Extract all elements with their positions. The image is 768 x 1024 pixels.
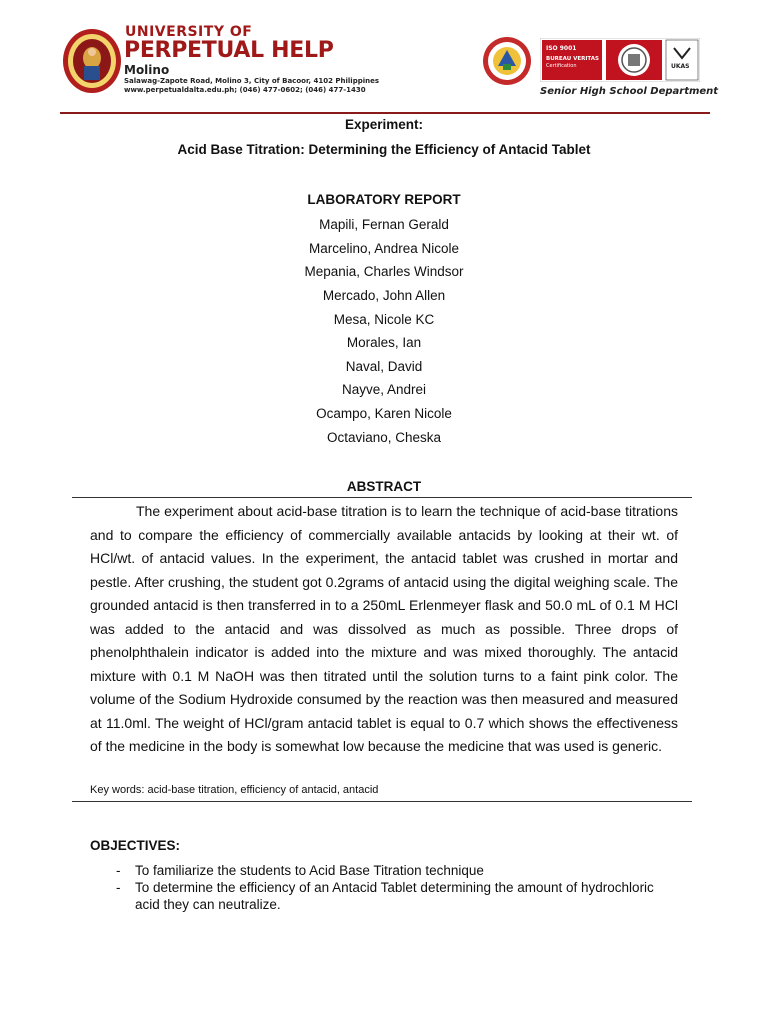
list-dash: - bbox=[116, 863, 121, 878]
abstract-text: The experiment about acid-base titration is to learn the technique of acid-base titrations and to compare the efficiency of commercially available antacids by looking at their wt. of HCl/wt. of antacid values. In the experiment, the antacid tablet was crushed in mortar and pestle. After crushing, the student got 0.2grams of antacid using the digital weighing scale. The grounded antacid is then transferred in to a 250mL Erlenmeyer flask and 50.0 mL of 0.1 M HCl was added to the antacid and was dissolved as much as possible. Three drops of phenolphthalein indicator is added into the mixture and was mixed thoroughly. The antacid mixture with 0.1 M NaOH was then titrated until the solution turns to a faint pink color. The volume of the Sodium Hydroxide consumed by the reaction was then measured and measured at 11.0ml. The weight of HCl/gram antacid tablet is equal to 0.7 which shows the effectiveness of the medicine in the body is somewhat low because the medicine that was used is generic. bbox=[90, 503, 678, 754]
university-contact: www.perpetualdalta.edu.ph; (046) 477-0602; (046) 477-1430 bbox=[124, 86, 366, 94]
university-name: PERPETUAL HELP bbox=[124, 38, 334, 63]
author-name: Octaviano, Cheska bbox=[326, 430, 442, 445]
certification-logos bbox=[540, 38, 700, 82]
cert-ukas-text: UKAS bbox=[671, 63, 690, 70]
cert-iso-text: ISO 9001 bbox=[546, 45, 577, 52]
abstract-heading: ABSTRACT bbox=[346, 479, 422, 494]
author-name: Mapili, Fernan Gerald bbox=[319, 217, 449, 232]
objective-text: To determine the efficiency of an Antacid Tablet determining the amount of hydrochloric acid they can neutralize. bbox=[135, 880, 654, 912]
report-label: LABORATORY REPORT bbox=[307, 192, 461, 207]
author-name: Marcelino, Andrea Nicole bbox=[308, 241, 460, 256]
keywords: Key words: acid-base titration, efficiency of antacid, antacid bbox=[90, 784, 379, 796]
objective-text: To familiarize the students to Acid Base Titration technique bbox=[135, 863, 484, 878]
author-name: Mercado, John Allen bbox=[322, 288, 446, 303]
letterhead bbox=[62, 24, 719, 104]
list-dash: - bbox=[116, 880, 121, 895]
experiment-title: Acid Base Titration: Determining the Efficiency of Antacid Tablet bbox=[177, 142, 591, 157]
author-name: Naval, David bbox=[345, 359, 423, 374]
experiment-label: Experiment: bbox=[344, 117, 424, 132]
author-name: Ocampo, Karen Nicole bbox=[316, 406, 452, 421]
objectives-heading: OBJECTIVES: bbox=[90, 838, 181, 853]
campus-name: Molino bbox=[124, 63, 170, 77]
abstract-top-rule bbox=[72, 497, 692, 498]
author-name: Mepania, Charles Windsor bbox=[304, 264, 464, 279]
university-name-block bbox=[124, 24, 379, 95]
objectives-list bbox=[90, 862, 690, 913]
university-address: Salawag-Zapote Road, Molino 3, City of Bacoor, 4102 Philippines bbox=[124, 77, 380, 85]
abstract-body bbox=[90, 500, 678, 759]
cert-label-text: Certification bbox=[546, 63, 577, 69]
shs-seal-logo bbox=[482, 36, 532, 86]
header-divider bbox=[60, 112, 710, 114]
objective-item bbox=[90, 862, 690, 879]
author-name: Mesa, Nicole KC bbox=[333, 312, 435, 327]
author-name: Nayve, Andrei bbox=[341, 382, 427, 397]
university-seal-logo bbox=[62, 28, 122, 94]
university-of-text: UNIVERSITY OF bbox=[125, 24, 253, 40]
cert-bureau-text: BUREAU VERITAS bbox=[546, 56, 599, 62]
department-name: Senior High School Department bbox=[540, 86, 719, 97]
abstract-bottom-rule bbox=[72, 801, 692, 802]
author-name: Morales, Ian bbox=[346, 335, 422, 350]
objective-item bbox=[90, 879, 690, 913]
